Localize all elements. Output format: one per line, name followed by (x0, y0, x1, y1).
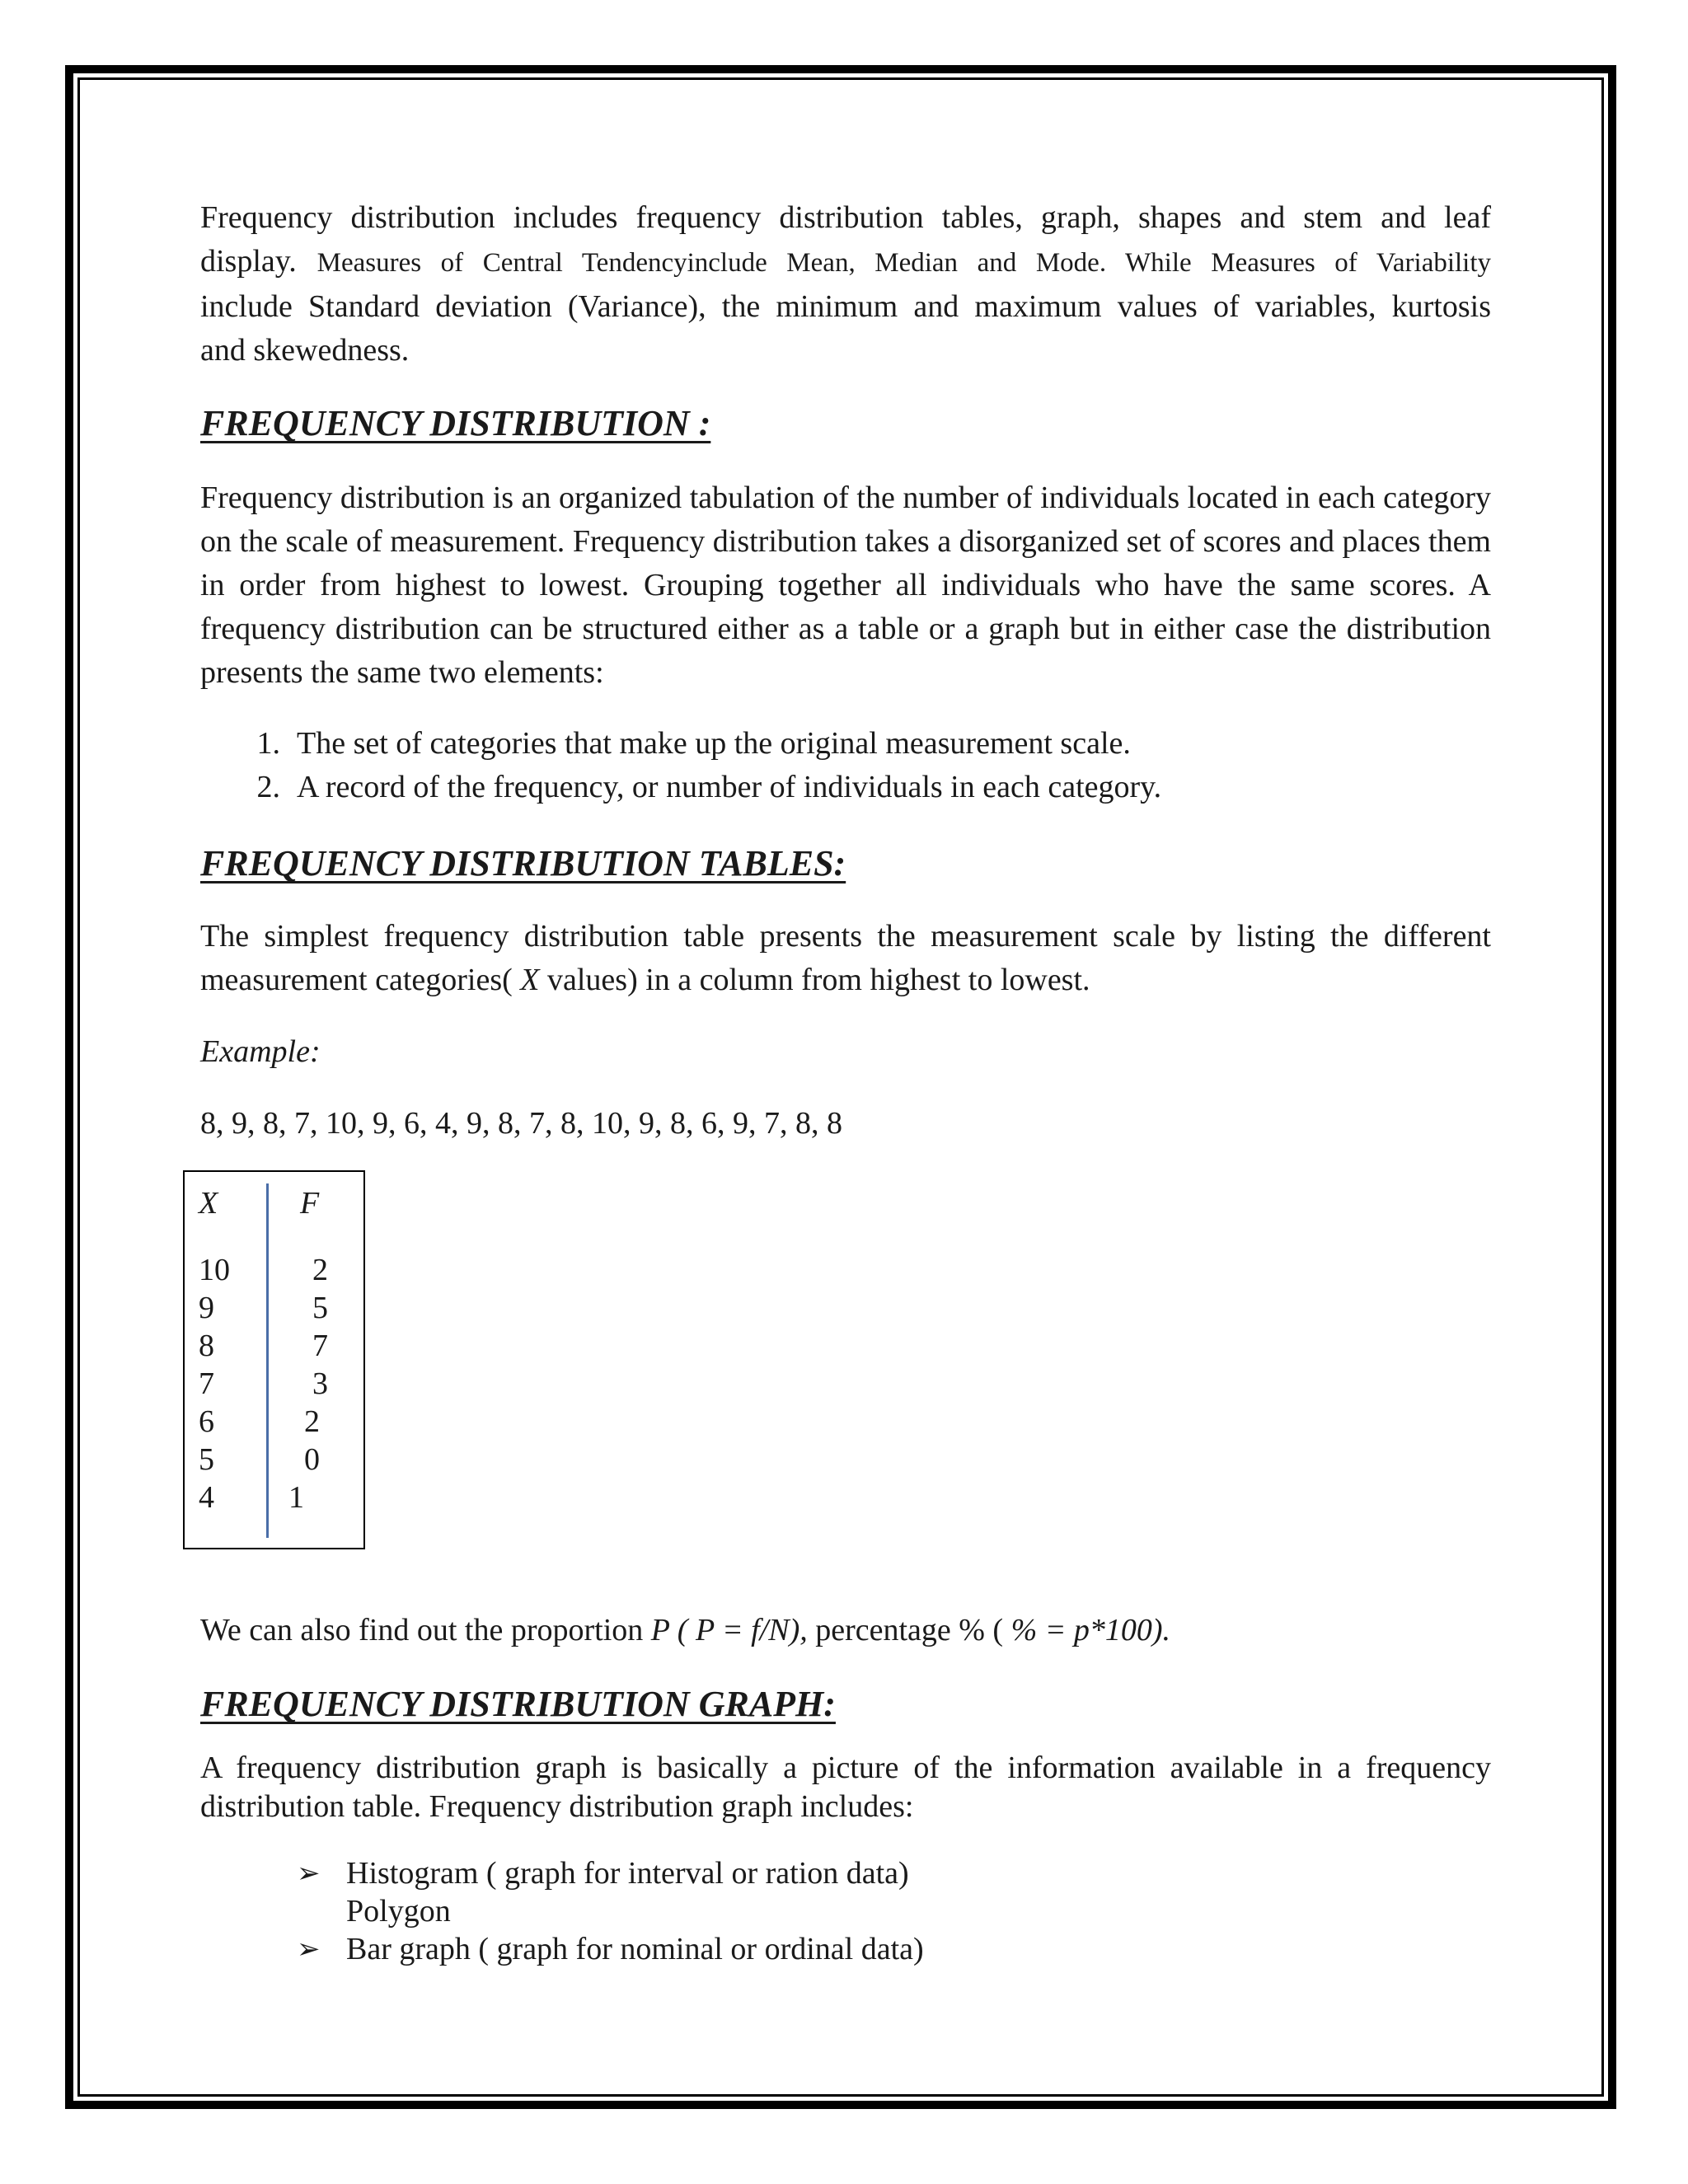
proportion-line: We can also find out the proportion P ( P = f/N), percentage % ( % = p*100). (200, 1613, 1171, 1647)
table-cell-f: 0 (304, 1442, 320, 1477)
list-item: 1. The set of categories that make up the original measurement scale. (256, 726, 1131, 761)
fdg-paragraph-text: A frequency distribution graph is basically a picture of the information available in a frequency distribution table. Frequency distribution graph includes: (200, 1750, 1491, 1824)
intro-line-2a: display. (200, 244, 297, 279)
table-header-f: F (300, 1186, 320, 1221)
table-cell-x: 7 (199, 1366, 214, 1401)
example-label: Example: (200, 1034, 321, 1069)
table-cell-f: 5 (312, 1291, 328, 1325)
fdg-paragraph (200, 1749, 1491, 1826)
table-cell-x: 6 (199, 1404, 214, 1439)
frequency-table (183, 1170, 365, 1549)
intro-line-2b: Measures of Central Tendencyinclude Mean, Median and Mode. While Measures of Variability (316, 248, 1492, 278)
table-cell-x: 10 (199, 1253, 230, 1287)
table-header-x: X (199, 1186, 218, 1221)
heading-frequency-distribution-graph: FREQUENCY DISTRIBUTION GRAPH: (200, 1684, 836, 1724)
table-cell-f: 3 (312, 1366, 328, 1401)
arrow-bullet-icon: ➢ (297, 1857, 321, 1890)
intro-line-4: and skewedness. (200, 333, 410, 368)
list-item: ➢ Bar graph ( graph for nominal or ordinal data) (297, 1932, 924, 1966)
example-data: 8, 9, 8, 7, 10, 9, 6, 4, 9, 8, 7, 8, 10, 9, 8, 6, 9, 7, 8, 8 (200, 1106, 842, 1141)
fd-paragraph (200, 476, 1491, 695)
list-item: 2. A record of the frequency, or number of individuals in each category. (256, 770, 1162, 804)
list-item: ➢ Histogram ( graph for interval or ration data) (297, 1856, 909, 1891)
fdg-bullet-list (297, 1854, 924, 1968)
intro-line-3: include Standard deviation (Variance), the minimum and maximum values of variables, kurtosis (200, 289, 1491, 324)
heading-frequency-distribution-tables: FREQUENCY DISTRIBUTION TABLES: (200, 843, 846, 883)
table-cell-x: 4 (199, 1480, 214, 1515)
table-cell-x: 5 (199, 1442, 214, 1477)
table-cell-x: 9 (199, 1291, 214, 1325)
arrow-bullet-icon: ➢ (297, 1933, 321, 1966)
intro-paragraph (200, 196, 1491, 373)
table-cell-f: 1 (288, 1480, 304, 1515)
fdt-paragraph: The simplest frequency distribution table presents the measurement scale by listing the different measurement categories( X values) in a column from highest to lowest. (200, 919, 1491, 997)
table-cell-f: 7 (312, 1329, 328, 1363)
heading-frequency-distribution: FREQUENCY DISTRIBUTION : (200, 403, 711, 443)
list-item: Polygon (346, 1894, 451, 1929)
fd-numbered-list (231, 722, 1161, 809)
table-cell-x: 8 (199, 1329, 214, 1363)
intro-line-1: Frequency distribution includes frequency distribution tables, graph, shapes and stem and leaf (200, 200, 1491, 235)
table-column-divider (266, 1183, 269, 1538)
table-cell-f: 2 (304, 1404, 320, 1439)
fd-paragraph-text: Frequency distribution is an organized tabulation of the number of individuals located in each category on the scale of measurement. Frequency distribution takes a disorganized set of scores and places them in order from highest to lowest. Grouping together all individuals who have the same scores. A frequency distribution can be structured either as a table or a graph but in either case the distribution presents the same two elements: (200, 480, 1491, 690)
table-cell-f: 2 (312, 1253, 328, 1287)
